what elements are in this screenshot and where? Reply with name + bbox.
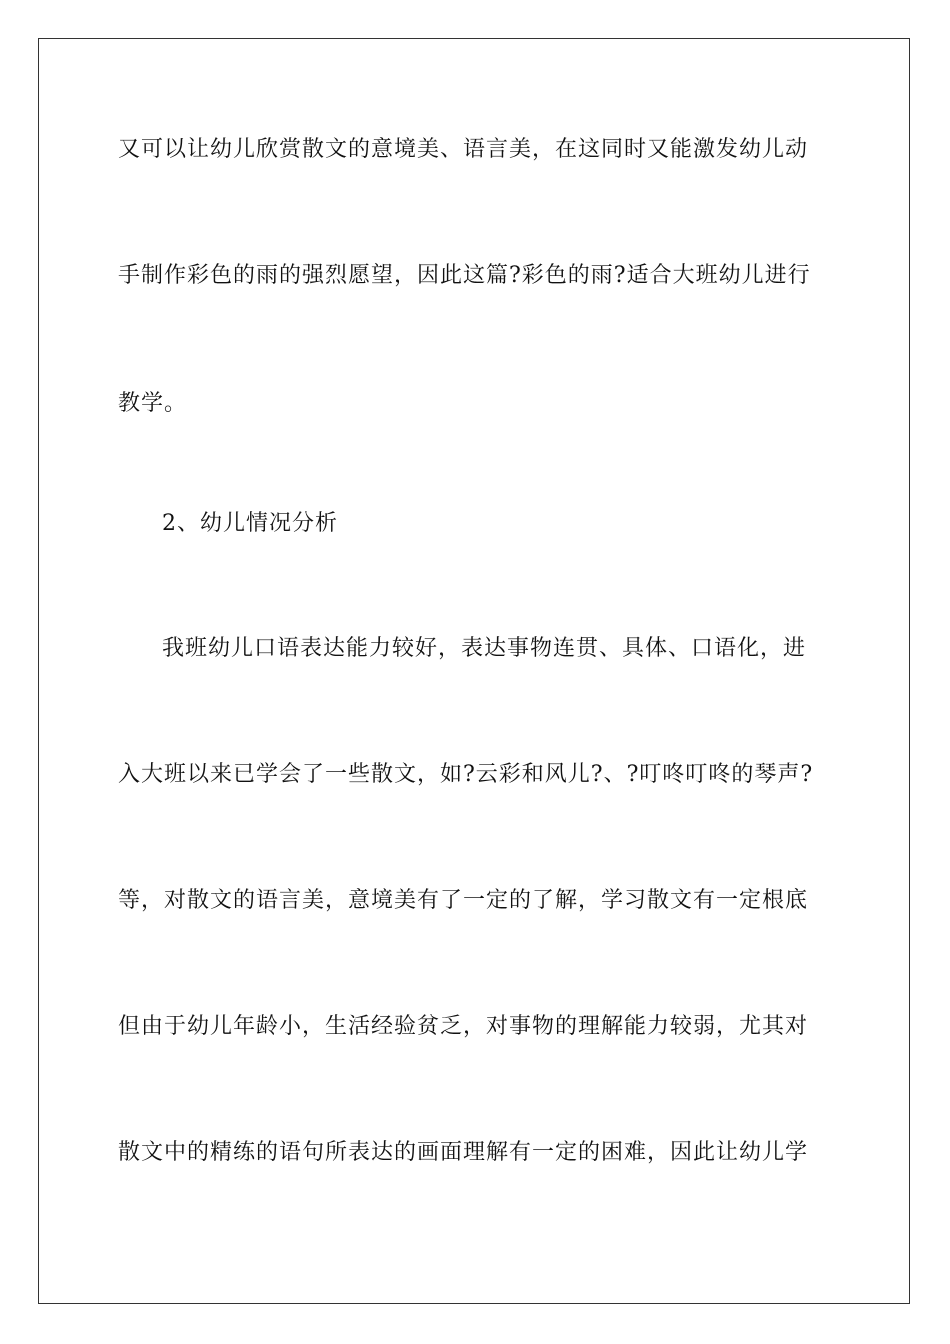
paragraph-line: 又可以让幼儿欣赏散文的意境美、语言美，在这同时又能激发幼儿动 <box>118 137 809 162</box>
paragraph-line: 等，对散文的语言美，意境美有了一定的了解，学习散文有一定根底 <box>118 888 809 913</box>
paragraph-line: 但由于幼儿年龄小，生活经验贫乏，对事物的理解能力较弱，尤其对 <box>118 1014 809 1039</box>
paragraph-line: 入大班以来已学会了一些散文，如?云彩和风儿?、?叮咚叮咚的琴声? <box>118 762 814 787</box>
paragraph-line: 教学。 <box>118 391 188 416</box>
section-heading: 2、幼儿情况分析 <box>162 511 338 536</box>
paragraph-line: 散文中的精练的语句所表达的画面理解有一定的困难，因此让幼儿学 <box>118 1140 809 1165</box>
paragraph-line: 手制作彩色的雨的强烈愿望，因此这篇?彩色的雨?适合大班幼儿进行 <box>118 263 811 288</box>
page-border <box>38 38 910 1304</box>
paragraph-line: 我班幼儿口语表达能力较好，表达事物连贯、具体、口语化，进 <box>162 636 807 661</box>
